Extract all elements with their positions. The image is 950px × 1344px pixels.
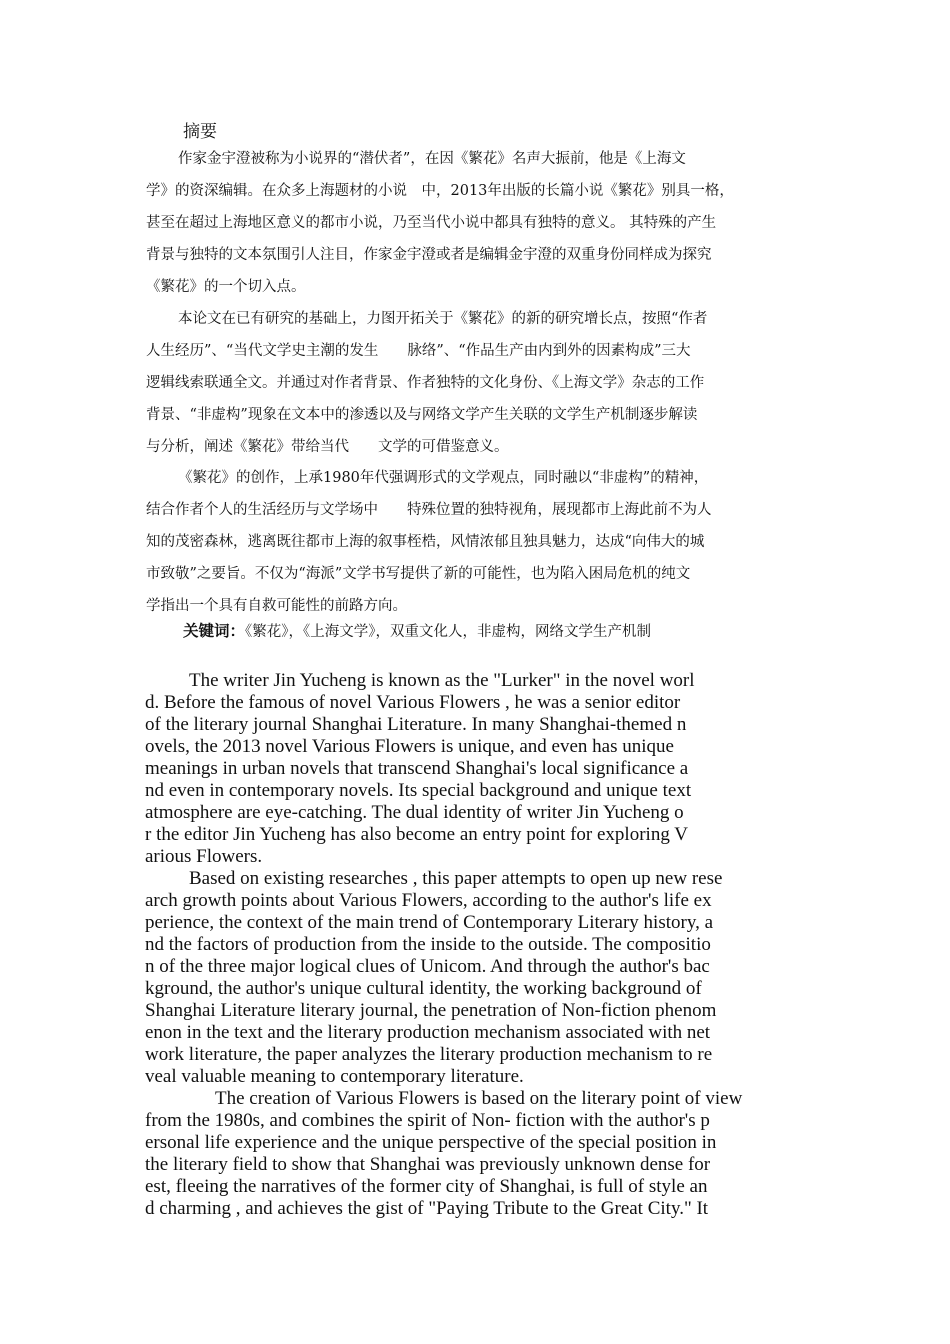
cn-line: 背景、“非虚构”现象在文本中的渗透以及与网络文学产生关联的文学生产机制逐步解读: [146, 407, 698, 423]
en-line: ersonal life experience and the unique perspective of the special position in: [145, 1132, 717, 1153]
en-line: Shanghai Literature literary journal, the penetration of Non-fiction phenom: [145, 1000, 717, 1021]
keywords-label: 关键词：: [183, 622, 246, 640]
en-line: work literature, the paper analyzes the literary production mechanism to re: [145, 1044, 713, 1065]
en-line: of the literary journal Shanghai Literature. In many Shanghai-themed n: [145, 714, 687, 735]
cn-line: 人生经历”、“当代文学史主潮的发生 脉络”、“作品生产由内到外的因素构成”三大: [146, 343, 691, 359]
en-line: Based on existing researches , this paper attempts to open up new rese: [189, 868, 723, 889]
cn-line: 学》的资深编辑。在众多上海题材的小说 中，2013年出版的长篇小说《繁花》别具一格，: [146, 183, 734, 199]
en-line: kground, the author's unique cultural identity, the working background of: [145, 978, 702, 999]
en-line: atmosphere are eye-catching. The dual identity of writer Jin Yucheng o: [145, 802, 684, 823]
cn-line: 本论文在已有研究的基础上，力图开拓关于《繁花》的新的研究增长点，按照“作者: [178, 311, 708, 327]
en-line: The writer Jin Yucheng is known as the "Lurker" in the novel worl: [189, 670, 695, 691]
cn-line: 《繁花》的一个切入点。: [146, 279, 306, 295]
cn-line: 市致敬”之要旨。不仅为“海派”文学书写提供了新的可能性，也为陷入困局危机的纯文: [146, 566, 691, 582]
cn-line: 作家金宇澄被称为小说界的“潜伏者”，在因《繁花》名声大振前，他是《上海文: [178, 151, 686, 167]
cn-line: 知的茂密森林，逃离既往都市上海的叙事桎梏，风情浓郁且独具魅力，达成“向伟大的城: [146, 534, 705, 550]
en-line: arch growth points about Various Flowers, according to the author's life ex: [145, 890, 712, 911]
en-line: arious Flowers.: [145, 846, 263, 867]
en-line: nd even in contemporary novels. Its special background and unique text: [145, 780, 692, 801]
keywords-text: 《繁花》，《上海文学》，双重文化人，非虚构，网络文学生产机制: [245, 624, 652, 640]
en-line: The creation of Various Flowers is based on the literary point of view: [215, 1088, 743, 1109]
en-line: from the 1980s, and combines the spirit of Non- fiction with the author's p: [145, 1110, 710, 1131]
abstract-heading-cn: 摘要: [183, 122, 217, 142]
cn-line: 背景与独特的文本氛围引人注目，作家金宇澄或者是编辑金宇澄的双重身份同样成为探究: [146, 247, 712, 263]
en-line: nd the factors of production from the inside to the outside. The compositio: [145, 934, 711, 955]
en-line: ovels, the 2013 novel Various Flowers is unique, and even has unique: [145, 736, 674, 757]
cn-line: 《繁花》的创作，上承1980年代强调形式的文学观点，同时融以“非虚构”的精神，: [178, 470, 709, 486]
en-line: est, fleeing the narratives of the former city of Shanghai, is full of style an: [145, 1176, 708, 1197]
en-line: n of the three major logical clues of Unicom. And through the author's bac: [145, 956, 710, 977]
en-line: veal valuable meaning to contemporary literature.: [145, 1066, 524, 1087]
en-line: d charming , and achieves the gist of "Paying Tribute to the Great City." It: [145, 1198, 709, 1219]
cn-line: 逻辑线索联通全文。并通过对作者背景、作者独特的文化身份、《上海文学》杂志的工作: [146, 375, 705, 391]
cn-line: 甚至在超过上海地区意义的都市小说，乃至当代小说中都具有独特的意义。 其特殊的产生: [146, 215, 717, 231]
cn-line: 学指出一个具有自救可能性的前路方向。: [146, 598, 407, 614]
en-line: perience, the context of the main trend of Contemporary Literary history, a: [145, 912, 714, 933]
cn-line: 结合作者个人的生活经历与文学场中 特殊位置的独特视角，展现都市上海此前不为人: [146, 502, 712, 518]
en-line: enon in the text and the literary production mechanism associated with net: [145, 1022, 711, 1043]
cn-line: 与分析，阐述《繁花》带给当代 文学的可借鉴意义。: [146, 439, 509, 455]
en-line: the literary field to show that Shanghai was previously unknown dense for: [145, 1154, 711, 1175]
en-line: d. Before the famous of novel Various Flowers , he was a senior editor: [145, 692, 681, 713]
en-line: meanings in urban novels that transcend Shanghai's local significance a: [145, 758, 689, 779]
keywords-cn: [183, 619, 651, 641]
en-line: r the editor Jin Yucheng has also become an entry point for exploring V: [145, 824, 688, 845]
